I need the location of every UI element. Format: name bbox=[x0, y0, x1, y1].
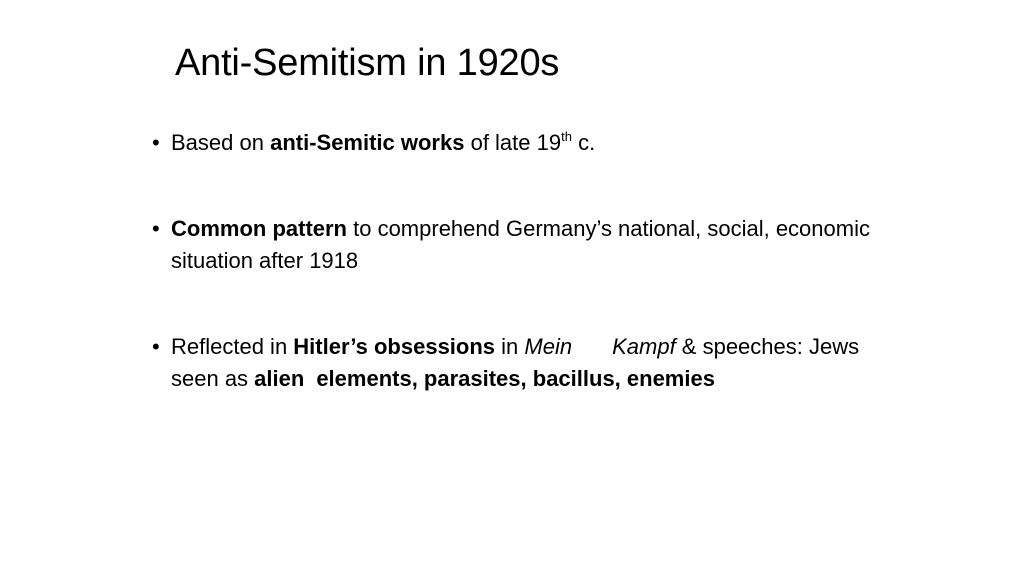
bullet-marker: • bbox=[152, 334, 160, 359]
bullet-3-italic: Mein bbox=[524, 334, 573, 359]
bullet-item-3 bbox=[152, 331, 872, 395]
bullet-item-1 bbox=[152, 127, 872, 159]
bullet-3-text: Reflected in bbox=[171, 334, 294, 359]
bullet-3-bold: alien bbox=[254, 366, 305, 391]
bullet-3-italic: Kampf bbox=[612, 334, 676, 359]
bullet-3-text: & speeches: Jews seen as bbox=[171, 334, 860, 391]
bullet-2-text: to comprehend Germany’s national, social, economic situation after 1918 bbox=[171, 216, 870, 273]
bullet-1-bold: anti-Semitic works bbox=[270, 130, 465, 155]
bullet-list bbox=[152, 127, 872, 395]
bullet-3-bold: Hitler’s obsessions bbox=[293, 334, 496, 359]
bullet-3-text: in bbox=[495, 334, 525, 359]
bullet-item-2 bbox=[152, 213, 872, 277]
bullet-1-text: c. bbox=[571, 130, 596, 155]
bullet-1-text: of late 19 bbox=[464, 130, 562, 155]
bullet-1-superscript: th bbox=[561, 128, 572, 144]
slide-title: Anti-Semitism in 1920s bbox=[175, 42, 560, 84]
bullet-marker: • bbox=[152, 130, 160, 155]
bullet-marker: • bbox=[152, 216, 160, 241]
bullet-1-text: Based on bbox=[171, 130, 271, 155]
bullet-3-bold: elements, parasites, bacillus, enemies bbox=[316, 366, 715, 391]
bullet-2-bold: Common pattern bbox=[171, 216, 347, 241]
